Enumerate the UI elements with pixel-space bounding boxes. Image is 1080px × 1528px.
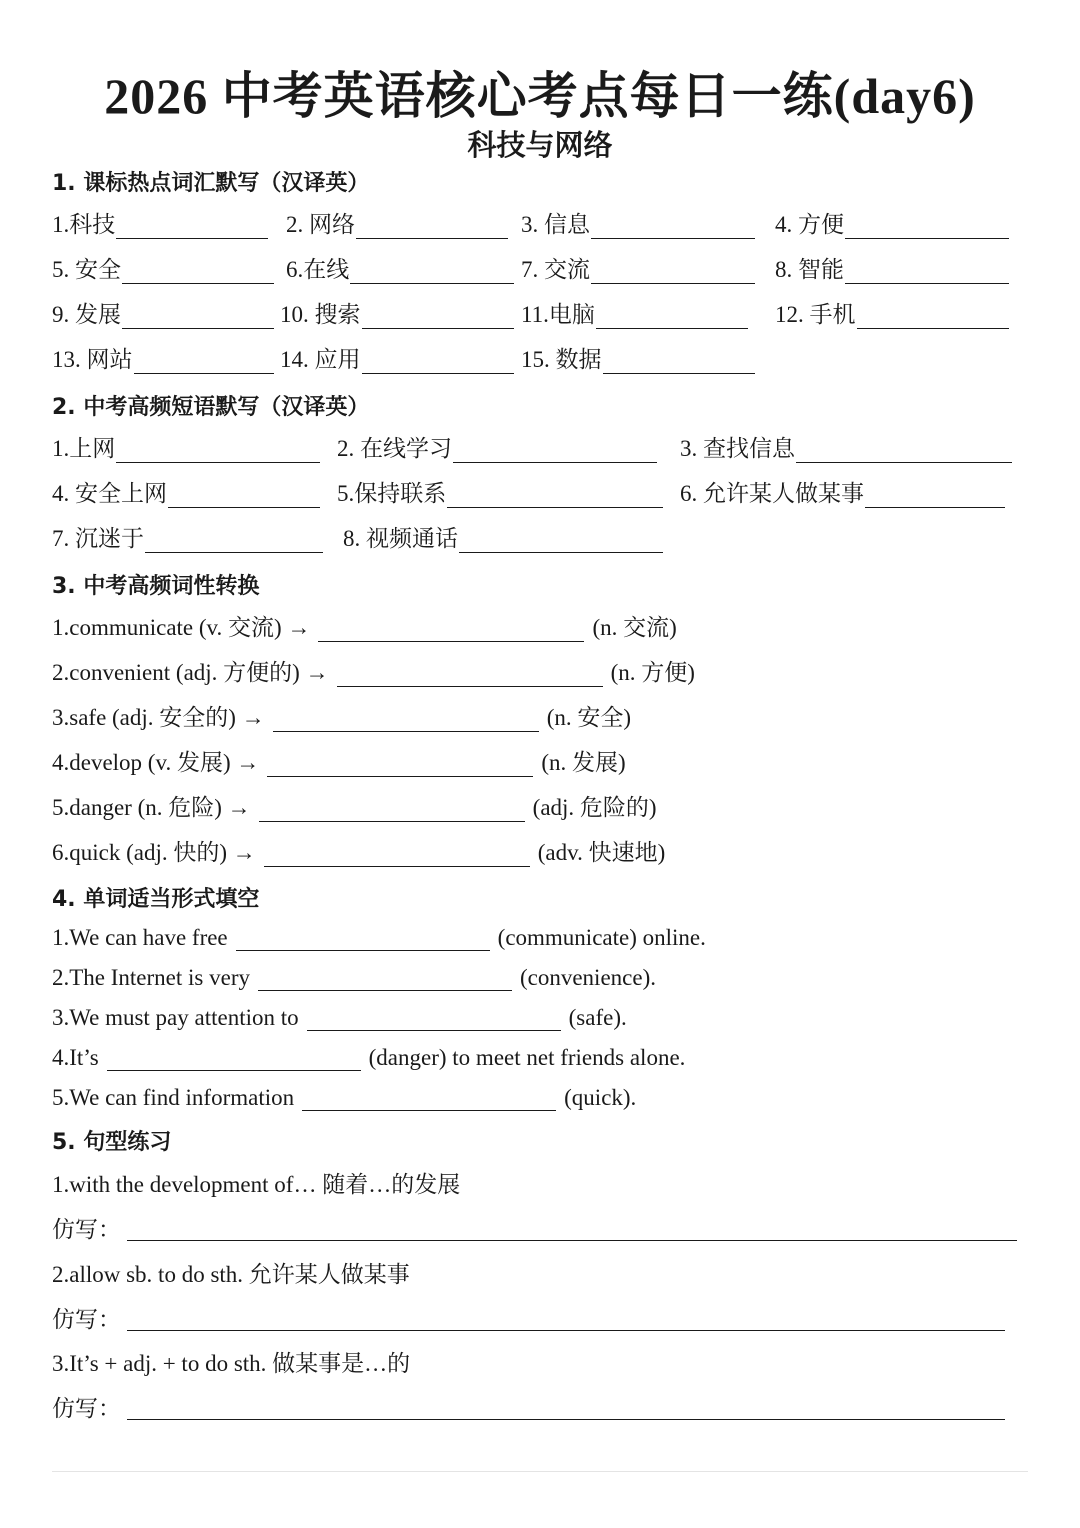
answer-blank[interactable]: [459, 524, 663, 553]
answer-blank[interactable]: [318, 613, 584, 642]
conversion-item: 4.develop (v. 发展) → (n. 发展): [52, 750, 626, 775]
answer-blank[interactable]: [236, 922, 490, 951]
answer-blank[interactable]: [603, 345, 755, 374]
answer-blank[interactable]: [134, 345, 274, 374]
answer-blank[interactable]: [350, 255, 514, 284]
answer-blank[interactable]: [356, 210, 508, 239]
vocab-item: 13. 网站: [52, 341, 274, 374]
answer-blank[interactable]: [845, 255, 1009, 284]
conversion-item: 3.safe (adj. 安全的) → (n. 安全): [52, 705, 632, 730]
pattern-prompt: 1.with the development of… 随着…的发展: [52, 1172, 461, 1197]
answer-blank[interactable]: [337, 658, 603, 687]
vocab-item: 10. 搜索: [280, 296, 514, 329]
rewrite-label: 仿写：: [52, 1307, 121, 1332]
rewrite-label: 仿写：: [52, 1396, 121, 1421]
fill-item: 1.We can have free (communicate) online.: [52, 922, 706, 951]
answer-blank[interactable]: [307, 1002, 561, 1031]
vocab-item: 11.电脑: [521, 296, 748, 329]
conversion-item: 2.convenient (adj. 方便的) → (n. 方便): [52, 660, 695, 685]
vocab-item: 14. 应用: [280, 341, 514, 374]
answer-blank[interactable]: [107, 1042, 361, 1071]
rewrite-line[interactable]: [127, 1240, 1017, 1241]
answer-blank[interactable]: [116, 434, 320, 463]
conversion-item: 6.quick (adj. 快的) → (adv. 快速地): [52, 840, 666, 865]
vocab-item: 15. 数据: [521, 341, 755, 374]
section-1-heading: 1. 课标热点词汇默写（汉译英）: [52, 171, 370, 196]
footer-divider: [52, 1471, 1028, 1472]
fill-item: 2.The Internet is very (convenience).: [52, 962, 656, 991]
answer-blank[interactable]: [267, 748, 533, 777]
answer-blank[interactable]: [264, 838, 530, 867]
fill-item: 5.We can find information (quick).: [52, 1082, 636, 1111]
answer-blank[interactable]: [845, 210, 1009, 239]
pattern-prompt: 2.allow sb. to do sth. 允许某人做某事: [52, 1262, 410, 1287]
vocab-item: 9. 发展: [52, 296, 274, 329]
rewrite-line[interactable]: [127, 1330, 1005, 1331]
rewrite-line[interactable]: [127, 1419, 1005, 1420]
answer-blank[interactable]: [116, 210, 268, 239]
fill-item: 4.It’s (danger) to meet net friends alone.: [52, 1042, 685, 1071]
phrase-item: 5.保持联系: [337, 475, 663, 508]
phrase-item: 2. 在线学习: [337, 430, 657, 463]
answer-blank[interactable]: [596, 300, 748, 329]
answer-blank[interactable]: [259, 793, 525, 822]
section-2-heading: 2. 中考高频短语默写（汉译英）: [52, 395, 370, 420]
answer-blank[interactable]: [591, 255, 755, 284]
phrase-item: 7. 沉迷于: [52, 520, 323, 553]
answer-blank[interactable]: [362, 345, 514, 374]
conversion-item: 5.danger (n. 危险) → (adj. 危险的): [52, 795, 657, 820]
answer-blank[interactable]: [273, 703, 539, 732]
vocab-item: 1.科技: [52, 206, 268, 239]
vocab-item: 2. 网络: [286, 206, 508, 239]
pattern-prompt: 3.It’s + adj. + to do sth. 做某事是…的: [52, 1351, 411, 1376]
answer-blank[interactable]: [122, 300, 274, 329]
answer-blank[interactable]: [145, 524, 323, 553]
vocab-item: 8. 智能: [775, 251, 1009, 284]
answer-blank[interactable]: [122, 255, 274, 284]
section-4-heading: 4. 单词适当形式填空: [52, 887, 260, 912]
vocab-item: 5. 安全: [52, 251, 274, 284]
answer-blank[interactable]: [796, 434, 1012, 463]
page-subtitle: 科技与网络: [467, 128, 613, 162]
conversion-item: 1.communicate (v. 交流) → (n. 交流): [52, 615, 677, 640]
answer-blank[interactable]: [857, 300, 1009, 329]
vocab-item: 4. 方便: [775, 206, 1009, 239]
phrase-item: 4. 安全上网: [52, 475, 320, 508]
page-title: 2026 中考英语核心考点每日一练(day6): [104, 68, 976, 124]
answer-blank[interactable]: [362, 300, 514, 329]
section-5-heading: 5. 句型练习: [52, 1130, 172, 1155]
vocab-item: 3. 信息: [521, 206, 755, 239]
section-3-heading: 3. 中考高频词性转换: [52, 574, 260, 599]
answer-blank[interactable]: [453, 434, 657, 463]
vocab-item: 7. 交流: [521, 251, 755, 284]
answer-blank[interactable]: [447, 479, 663, 508]
answer-blank[interactable]: [168, 479, 320, 508]
phrase-item: 1.上网: [52, 430, 320, 463]
vocab-item: 6.在线: [286, 251, 514, 284]
phrase-item: 6. 允许某人做某事: [680, 475, 1005, 508]
answer-blank[interactable]: [591, 210, 755, 239]
fill-item: 3.We must pay attention to (safe).: [52, 1002, 627, 1031]
answer-blank[interactable]: [302, 1082, 556, 1111]
rewrite-label: 仿写：: [52, 1217, 121, 1242]
vocab-item: 12. 手机: [775, 296, 1009, 329]
answer-blank[interactable]: [865, 479, 1005, 508]
answer-blank[interactable]: [258, 962, 512, 991]
phrase-item: 3. 查找信息: [680, 430, 1012, 463]
phrase-item: 8. 视频通话: [343, 520, 663, 553]
